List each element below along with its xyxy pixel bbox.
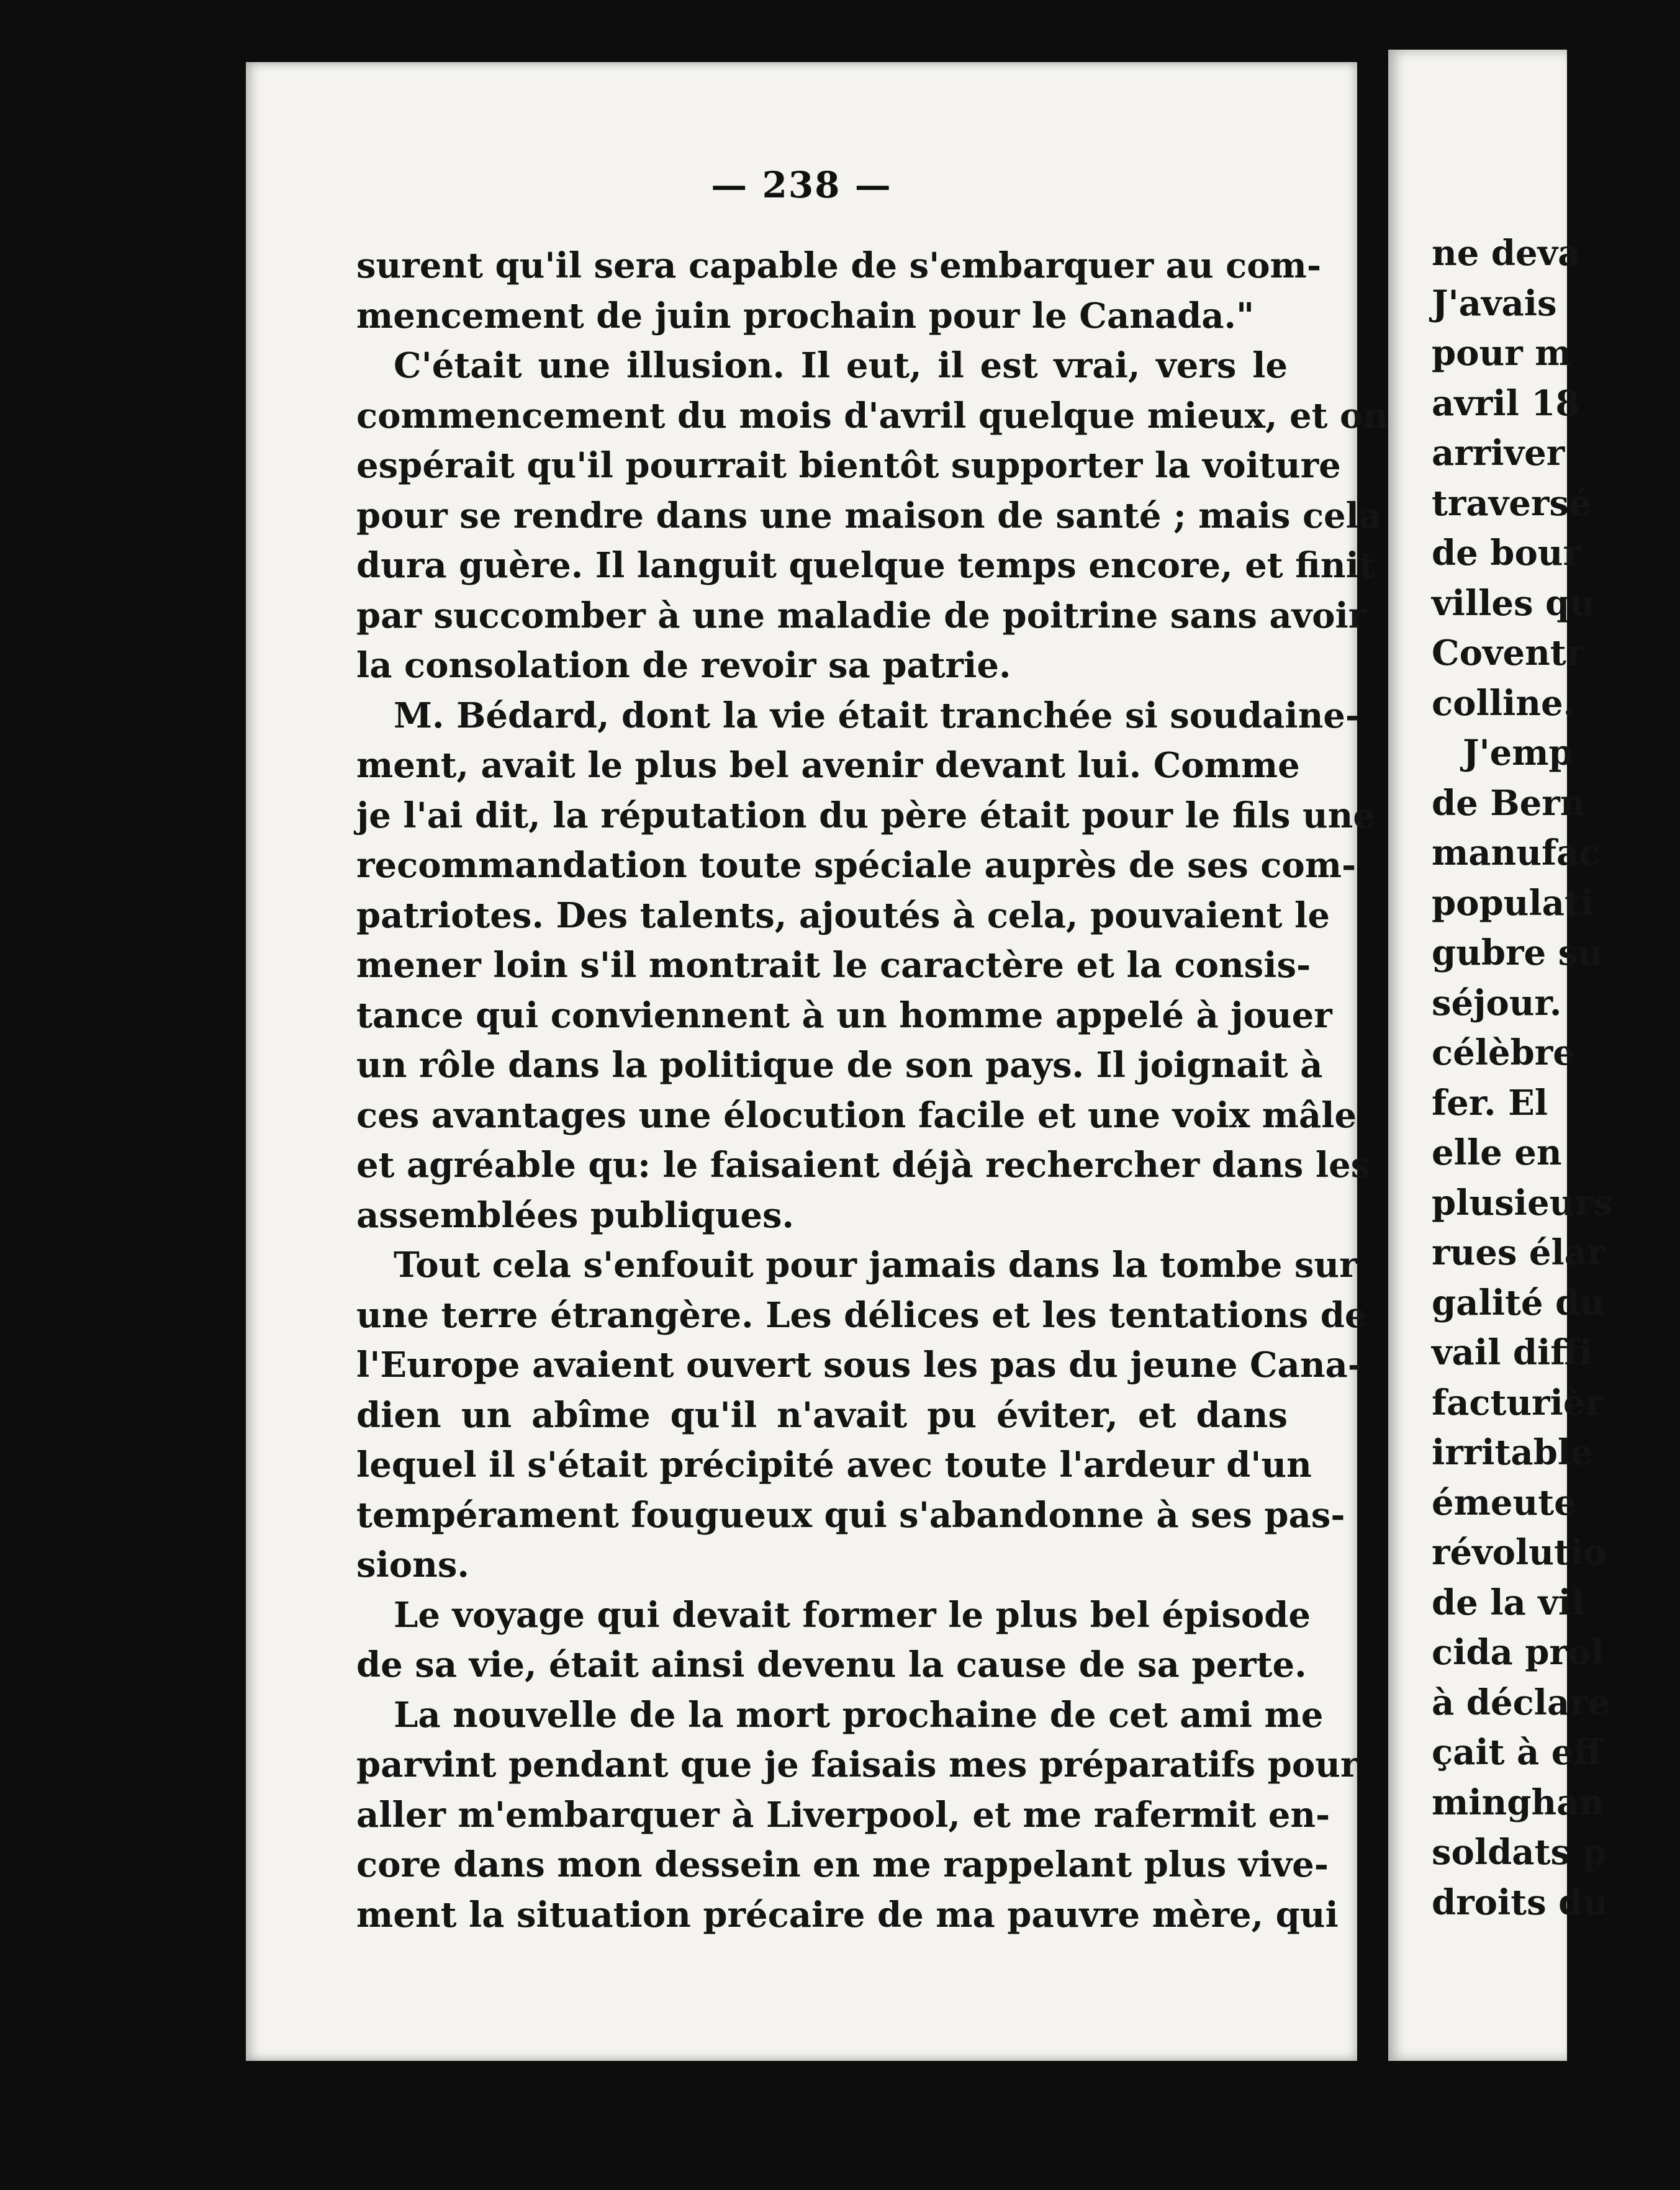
page-number: — 238 — xyxy=(711,164,892,206)
text-line: tance qui conviennent à un homme appelé à jouer xyxy=(356,994,1332,1036)
facing-text-line: minghan xyxy=(1432,1782,1605,1823)
facing-text-line: de bour xyxy=(1432,533,1582,574)
facing-text-line: fer. El xyxy=(1432,1082,1548,1124)
facing-text-line: populati xyxy=(1432,882,1594,924)
text-line: parvint pendant que je faisais mes préparatifs pour xyxy=(356,1744,1359,1785)
facing-text-line: rues élar xyxy=(1432,1232,1605,1273)
text-line: la consolation de revoir sa patrie. xyxy=(356,645,1011,686)
facing-text-line: çait à eff xyxy=(1432,1732,1602,1773)
text-line: dura guère. Il languit quelque temps encore, et finit xyxy=(356,545,1375,586)
text-line: l'Europe avaient ouvert sous les pas du jeune Cana- xyxy=(356,1345,1363,1386)
text-line: C'était une illusion. Il eut, il est vrai, vers le xyxy=(394,345,1288,386)
text-line: surent qu'il sera capable de s'embarquer au com- xyxy=(356,245,1322,286)
text-line: aller m'embarquer à Liverpool, et me rafermit en- xyxy=(356,1794,1330,1836)
text-line: ment la situation précaire de ma pauvre mère, qui xyxy=(356,1894,1339,1935)
facing-text-line: cida prol xyxy=(1432,1632,1604,1673)
text-line: et agréable qu: le faisaient déjà rechercher dans les xyxy=(356,1145,1371,1186)
facing-page-text xyxy=(1432,228,1680,1927)
facing-text-line: elle en xyxy=(1432,1132,1562,1173)
facing-text-line: de la vil xyxy=(1432,1582,1585,1623)
facing-text-line: révolutio xyxy=(1432,1532,1607,1573)
facing-text-line: avril 18 xyxy=(1432,382,1580,424)
facing-text-line: ne deva xyxy=(1432,233,1581,274)
facing-text-line: J'emp xyxy=(1463,732,1573,773)
facing-text-line: J'avais xyxy=(1432,282,1557,324)
text-line: core dans mon dessein en me rappelant plus vive- xyxy=(356,1844,1329,1885)
text-line: ment, avait le plus bel avenir devant lui. Comme xyxy=(356,745,1300,786)
facing-text-line: séjour. xyxy=(1432,982,1562,1024)
facing-text-line: Coventr xyxy=(1432,633,1585,674)
facing-text-line: célèbre xyxy=(1432,1032,1575,1073)
text-line: sions. xyxy=(356,1544,469,1585)
facing-text-line: facturièr xyxy=(1432,1382,1604,1423)
facing-text-line: de Bern xyxy=(1432,782,1586,824)
text-line: lequel il s'était précipité avec toute l'ardeur d'un xyxy=(356,1444,1312,1485)
text-line: M. Bédard, dont la vie était tranchée si soudaine- xyxy=(394,695,1360,736)
facing-text-line: irritable xyxy=(1432,1432,1593,1473)
left-page xyxy=(246,62,1389,2061)
text-line: mener loin s'il montrait le caractère et la consis- xyxy=(356,945,1311,986)
text-line: Tout cela s'enfouit pour jamais dans la tombe sur xyxy=(394,1245,1358,1286)
facing-text-line: soldats p xyxy=(1432,1832,1607,1873)
facing-text-line: villes qu xyxy=(1432,582,1595,624)
facing-text-line: plusieurs xyxy=(1432,1182,1613,1223)
body-text xyxy=(356,241,1389,1940)
text-line: recommandation toute spéciale auprès de ses com- xyxy=(356,845,1357,886)
text-line: de sa vie, était ainsi devenu la cause de sa perte. xyxy=(356,1644,1307,1685)
text-line: Le voyage qui devait former le plus bel épisode xyxy=(394,1594,1311,1636)
facing-text-line: pour m xyxy=(1432,333,1572,374)
text-line: tempérament fougueux qui s'abandonne à ses pas- xyxy=(356,1494,1345,1536)
text-line: patriotes. Des talents, ajoutés à cela, pouvaient le xyxy=(356,894,1330,936)
facing-text-line: gubre su xyxy=(1432,932,1603,973)
facing-text-line: colline. xyxy=(1432,682,1576,724)
facing-text-line: émeute xyxy=(1432,1482,1576,1523)
text-line: espérait qu'il pourrait bientôt supporter la voiture xyxy=(356,445,1341,486)
facing-text-line: arriver xyxy=(1432,433,1565,474)
text-line: je l'ai dit, la réputation du père était pour le fils une xyxy=(356,795,1375,836)
text-line: assemblées publiques. xyxy=(356,1194,795,1236)
facing-text-line: vail diffi xyxy=(1432,1332,1592,1373)
text-line: mencement de juin prochain pour le Canada." xyxy=(356,295,1255,336)
text-line: dien un abîme qu'il n'avait pu éviter, et dans xyxy=(356,1394,1288,1436)
facing-text-line: traversé xyxy=(1432,482,1591,524)
facing-text-line: droits du xyxy=(1432,1881,1609,1923)
text-line: par succomber à une maladie de poitrine sans avoir xyxy=(356,595,1367,636)
text-line: une terre étrangère. Les délices et les tentations de xyxy=(356,1294,1367,1336)
facing-text-line: galité du xyxy=(1432,1282,1605,1323)
text-line: un rôle dans la politique de son pays. Il joignait à xyxy=(356,1045,1323,1086)
text-line: La nouvelle de la mort prochaine de cet ami me xyxy=(394,1694,1324,1736)
text-line: pour se rendre dans une maison de santé ; mais cela xyxy=(356,495,1382,536)
facing-text-line: à déclare xyxy=(1432,1682,1610,1723)
facing-page-fragment xyxy=(1388,50,1613,2061)
text-line: ces avantages une élocution facile et une voix mâle xyxy=(356,1094,1357,1136)
facing-text-line: manufac xyxy=(1432,832,1601,873)
text-line: commencement du mois d'avril quelque mieux, et on xyxy=(356,395,1389,436)
